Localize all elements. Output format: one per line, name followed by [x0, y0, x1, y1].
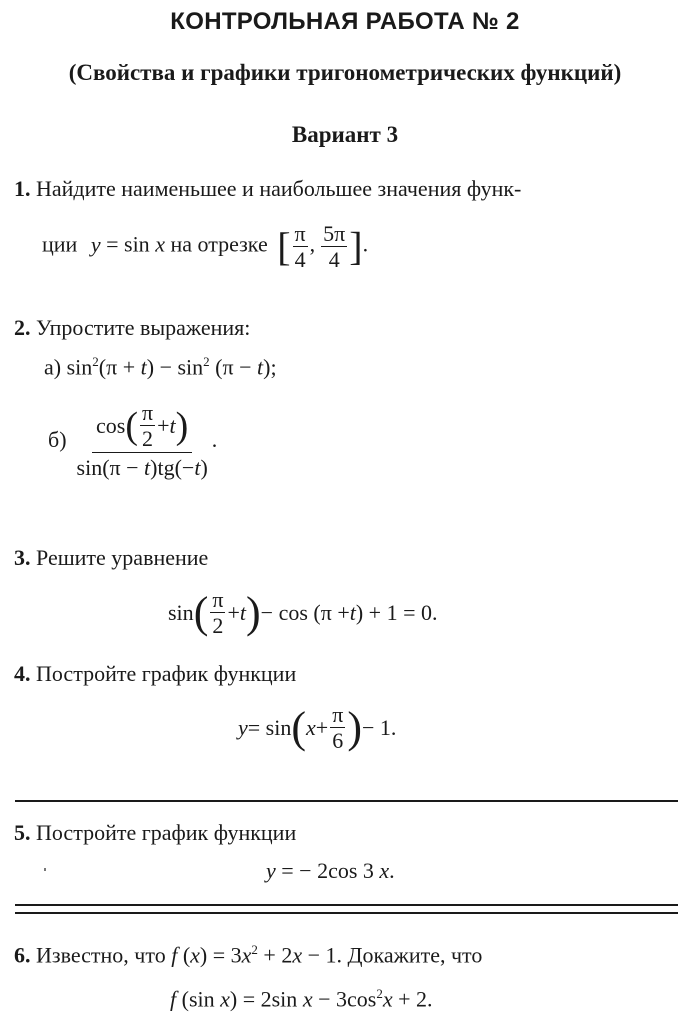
task-3-equation — [168, 588, 438, 637]
sin-text: sin — [66, 354, 93, 380]
var-t: t — [194, 455, 201, 481]
page-title: КОНТРОЛЬНАЯ РАБОТА № 2 — [170, 8, 520, 35]
task-5-number: 5. — [14, 820, 31, 845]
var-t: t — [257, 354, 264, 380]
square-exponent: 2 — [376, 986, 383, 1001]
var-x: x — [379, 858, 390, 883]
task-2a — [44, 354, 277, 380]
var-t: t — [239, 599, 246, 625]
print-speck — [44, 868, 46, 871]
segment-open-bracket: [ — [277, 223, 291, 269]
square-exponent: 2 — [251, 942, 258, 957]
denominator-part: sin(π − — [76, 455, 145, 481]
expr-part: − cos (π + — [260, 599, 350, 625]
task-1-number: 1. — [14, 176, 31, 201]
expr-part: ) = 3 — [199, 942, 242, 968]
paren-close: ) — [175, 404, 189, 447]
task-5-equation — [266, 858, 395, 884]
task-1-line-2 — [42, 222, 368, 271]
task-4-number: 4. — [14, 661, 31, 686]
expr-part: (π − — [209, 354, 258, 380]
task-1-line-1 — [14, 176, 521, 202]
var-x: x — [306, 714, 316, 740]
var-x: x — [190, 942, 200, 968]
paren-close: ) — [246, 587, 261, 637]
task-2-number: 2. — [14, 315, 31, 340]
task-2-header — [14, 315, 250, 341]
section-divider-double-top — [15, 904, 678, 906]
task-2b-fraction — [75, 401, 210, 479]
var-x: x — [302, 986, 313, 1012]
section-divider — [15, 800, 678, 802]
fraction-pi-2: $\frac{\pi}{2}$ — [212, 587, 224, 639]
var-t: t — [169, 413, 176, 439]
expr-part: + 2. — [392, 986, 433, 1012]
period: . — [389, 858, 395, 883]
expr-part: ) = 2sin — [229, 986, 303, 1012]
task-5-text: Постройте график функции — [36, 820, 297, 845]
var-y: y — [90, 231, 101, 257]
task-4-equation — [238, 703, 396, 752]
section-divider-double-bottom — [15, 912, 678, 914]
var-x: x — [220, 986, 230, 1012]
task-6-number: 6. — [14, 942, 31, 968]
expr-part: (π + — [98, 354, 141, 380]
formula-sin: = sin — [100, 231, 156, 257]
paren-open: ( — [125, 404, 138, 447]
var-x: x — [292, 942, 303, 968]
plus: + — [157, 413, 170, 439]
square-exponent: 2 — [203, 354, 210, 369]
task-4-text: Постройте график функции — [36, 661, 297, 686]
var-f: f — [171, 942, 178, 968]
expr-part: = sin — [247, 714, 292, 740]
sin-text: sin — [168, 599, 194, 625]
paren-open: ( — [193, 587, 209, 637]
var-x: x — [382, 986, 393, 1012]
period: . — [362, 231, 369, 257]
expr-part: − 3cos — [312, 986, 377, 1012]
square-exponent: 2 — [92, 354, 99, 369]
page-subtitle: (Свойства и графики тригонометрических функций) — [68, 60, 622, 85]
expr-part: ) + 1 = 0. — [355, 599, 438, 625]
expr-part: + 2 — [257, 942, 293, 968]
var-y: y — [266, 858, 276, 883]
var-f: f — [170, 986, 177, 1012]
period: . — [211, 427, 218, 453]
task-1-text-cont: ции — [42, 231, 78, 257]
task-2b — [48, 401, 217, 479]
plus: + — [315, 714, 329, 740]
task-6-line-2 — [170, 986, 433, 1012]
cos-text: cos — [96, 413, 126, 439]
expr-part: ); — [263, 354, 277, 380]
comma: , — [309, 231, 316, 257]
denominator-part: )tg(− — [150, 455, 195, 481]
plus: + — [227, 599, 240, 625]
fraction-pi-6: $\frac{\pi}{6}$ — [332, 702, 344, 754]
var-t: t — [349, 599, 356, 625]
var-x: x — [241, 942, 252, 968]
task-6-line-1 — [14, 942, 482, 968]
paren-open: ( — [291, 702, 307, 752]
paren-close: ) — [347, 702, 362, 752]
task-3-header — [14, 545, 208, 571]
fraction-5pi-4: $\frac{5\pi}{4}$ — [323, 221, 346, 273]
task-6-text-cont: − 1. Докажите, что — [302, 942, 483, 968]
task-3-number: 3. — [14, 545, 31, 570]
expr-part: ( — [177, 942, 191, 968]
task-1-text: Найдите наименьшее и наибольшее значения функ- — [36, 176, 522, 201]
var-y: y — [238, 714, 248, 740]
var-t: t — [140, 354, 147, 380]
task-6-text: Известно, что — [36, 942, 172, 968]
fraction-pi-2: $\frac{\pi}{2}$ — [142, 400, 154, 452]
expr-part: = − 2cos 3 — [275, 858, 380, 883]
denominator-part: ) — [200, 455, 208, 481]
expr-part: − 1. — [361, 714, 397, 740]
expr-part: (sin — [176, 986, 221, 1012]
task-3-text: Решите уравнение — [36, 545, 209, 570]
fraction-pi-4: $\frac{\pi}{4}$ — [294, 221, 306, 273]
segment-close-bracket: ] — [349, 223, 363, 269]
var-t: t — [144, 455, 151, 481]
var-x: x — [155, 231, 165, 257]
task-5-header — [14, 820, 296, 846]
task-2b-label: б) — [48, 427, 67, 453]
task-2a-label: а) — [44, 354, 62, 380]
task-2-text: Упростите выражения: — [36, 315, 251, 340]
segment-text: на отрезке — [164, 231, 268, 257]
task-4-header — [14, 661, 296, 687]
variant-heading: Вариант 3 — [291, 122, 399, 147]
expr-part: ) − sin — [146, 354, 204, 380]
